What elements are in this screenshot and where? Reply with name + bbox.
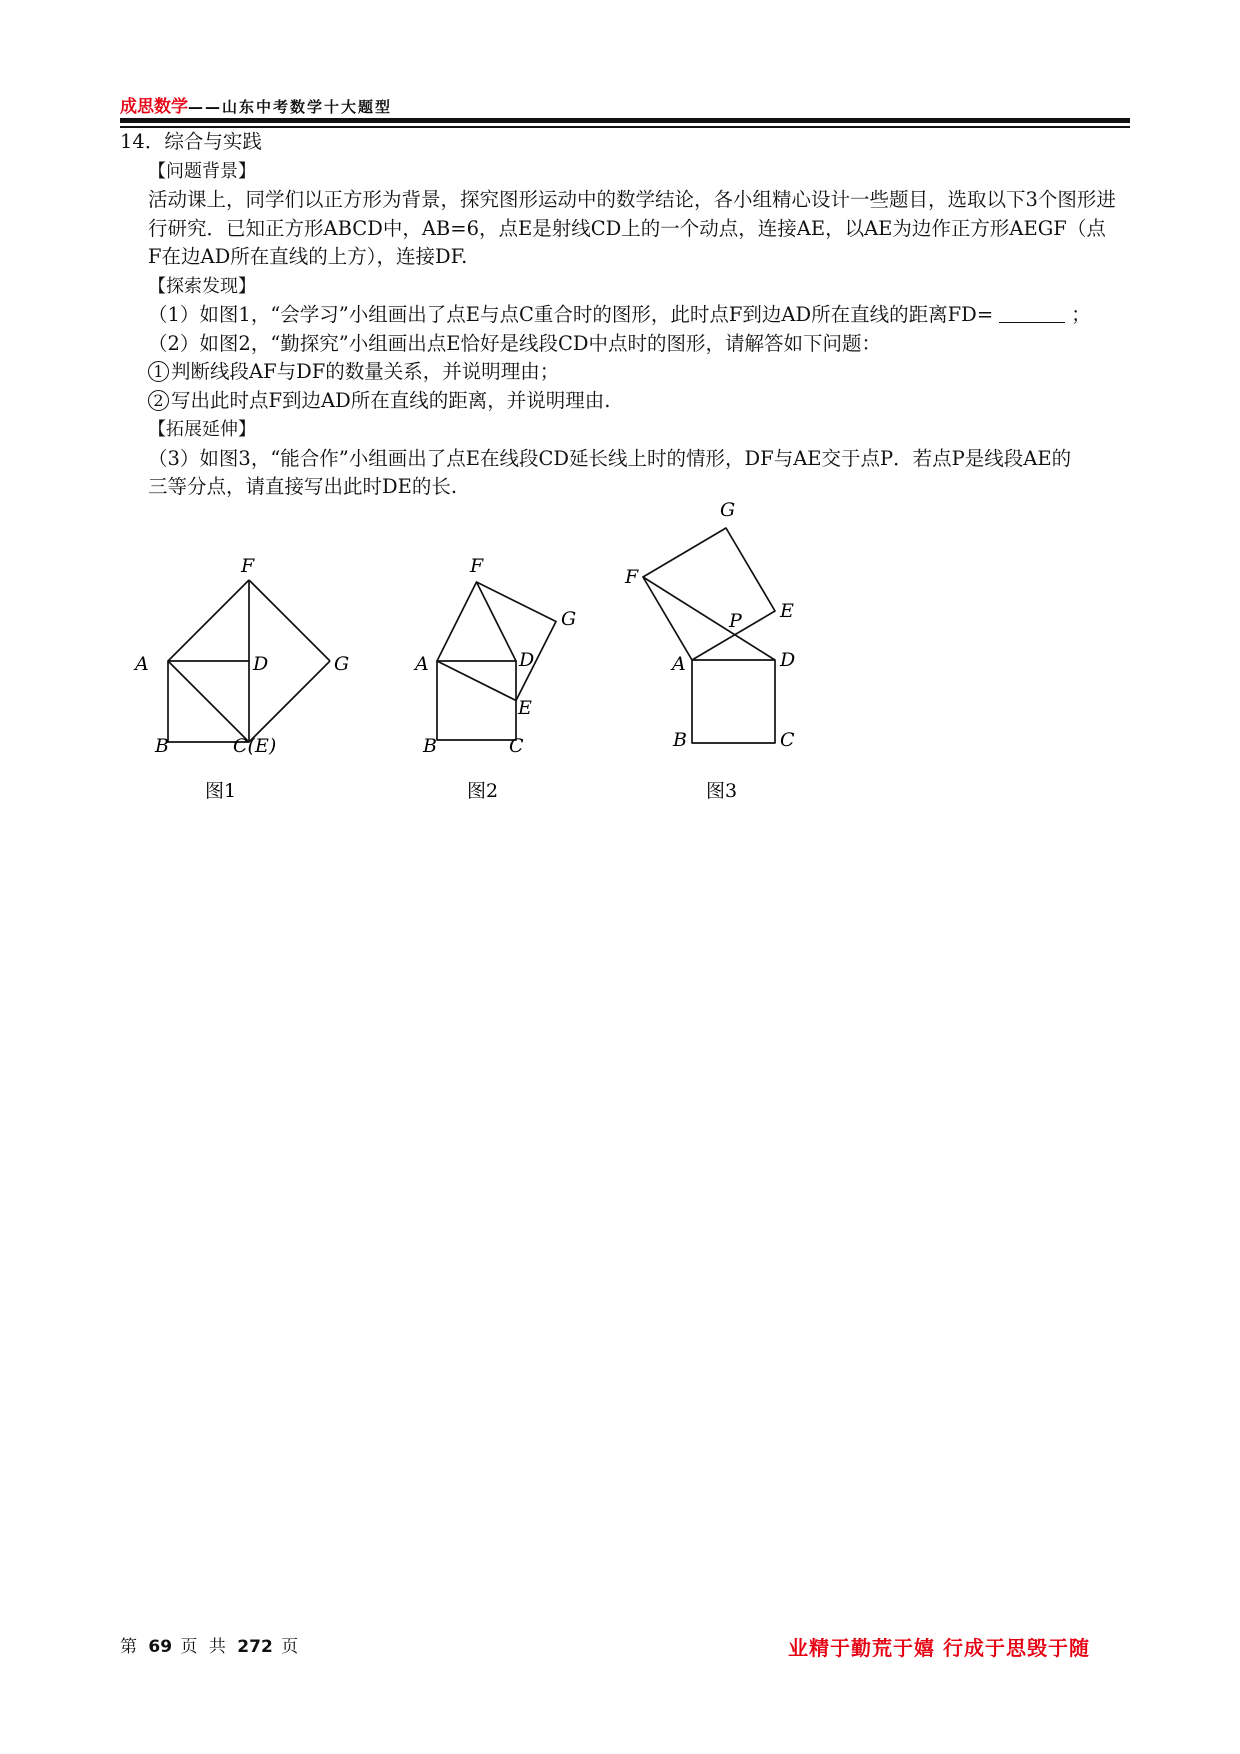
circled-number-1: 1 xyxy=(148,361,169,382)
fig2-caption: 图2 xyxy=(467,780,499,802)
page-suffix: 页 xyxy=(281,1637,302,1657)
fig1-label-G: G xyxy=(334,653,350,675)
question-2-part-2 xyxy=(120,387,1132,416)
fig3-label-F: F xyxy=(625,566,639,588)
question-2-part-1 xyxy=(120,358,1132,387)
background-line-2: 行研究．已知正方形ABCD中，AB=6，点E是射线CD上的一个动点，连接AE，以AE为边作正方形AEGF（点 xyxy=(148,216,1106,240)
section-extend: 【拓展延伸】 xyxy=(148,419,256,440)
background-line-3: F在边AD所在直线的上方），连接DF. xyxy=(148,245,468,268)
fig2-label-D: D xyxy=(519,649,535,671)
fig3-label-B: B xyxy=(673,729,687,751)
page-header xyxy=(120,92,1130,120)
question-2: （2）如图2，“勤探究”小组画出点E恰好是线段CD中点时的图形，请解答如下问题： xyxy=(148,331,882,355)
header-rule-thick xyxy=(120,118,1130,123)
page-prefix: 第 xyxy=(120,1637,140,1657)
fig2-label-E: E xyxy=(518,697,532,719)
question-2-part-2-text: 写出此时点F到边AD所在直线的距离，并说明理由. xyxy=(171,388,611,412)
page-footer xyxy=(120,1632,1130,1662)
fig3-caption: 图3 xyxy=(706,780,738,802)
question-3-line-1: （3）如图3，“能合作”小组画出了点E在线段CD延长线上时的情形，DF与AE交于点P．若点P是线段AE的 xyxy=(148,446,1072,470)
page-number xyxy=(120,1632,301,1657)
circled-number-2: 2 xyxy=(148,390,169,411)
fig1-label-A: A xyxy=(135,653,149,675)
fig1-label-CE: C(E) xyxy=(233,735,277,757)
page-mid: 页 共 xyxy=(180,1637,229,1657)
fig3-label-P: P xyxy=(729,610,742,632)
page-current: 69 xyxy=(148,1637,173,1657)
figure-3-lines xyxy=(643,528,775,743)
fig3-label-E: E xyxy=(780,600,794,622)
fig1-caption: 图1 xyxy=(205,780,237,802)
answer-blank[interactable] xyxy=(999,304,1065,323)
fig3-label-D: D xyxy=(780,649,796,671)
section-background: 【问题背景】 xyxy=(148,160,256,182)
fig2-label-A: A xyxy=(415,653,429,675)
brand-name: 成思数学 xyxy=(120,97,188,117)
question-3-line-2: 三等分点，请直接写出此时DE的长. xyxy=(148,475,458,498)
header-subtitle: ——山东中考数学十大题型 xyxy=(188,98,393,116)
fig3-label-A: A xyxy=(672,653,686,675)
fig3-label-G: G xyxy=(720,499,736,521)
figures-area xyxy=(120,495,880,825)
footer-motto: 业精于勤荒于嬉 行成于思毁于随 xyxy=(788,1636,1090,1660)
question-2-part-1-text: 判断线段AF与DF的数量关系，并说明理由； xyxy=(171,360,560,383)
fig2-label-F: F xyxy=(470,555,484,577)
fig1-label-D: D xyxy=(253,653,269,675)
fig2-label-C: C xyxy=(509,735,524,757)
background-line-1: 活动课上，同学们以正方形为背景，探究图形运动中的数学结论，各小组精心设计一些题目，选取以下3个图形进 xyxy=(148,188,1116,211)
fig3-label-C: C xyxy=(780,729,795,751)
figure-1-lines xyxy=(168,580,330,742)
fig2-label-G: G xyxy=(561,608,577,630)
section-explore: 【探索发现】 xyxy=(148,275,256,297)
question-1-end: ； xyxy=(1071,303,1091,326)
problem-body xyxy=(120,128,1132,502)
fig1-label-F: F xyxy=(241,555,255,577)
question-1 xyxy=(120,301,1132,330)
fig1-label-B: B xyxy=(155,735,169,757)
fig2-label-B: B xyxy=(423,735,437,757)
problem-title: 14．综合与实践 xyxy=(120,130,262,153)
question-1-text: （1）如图1，“会学习”小组画出了点E与点C重合时的图形，此时点F到边AD所在直线的距离FD= xyxy=(148,303,994,326)
page-total: 272 xyxy=(237,1637,273,1657)
figure-2-lines xyxy=(437,582,556,740)
